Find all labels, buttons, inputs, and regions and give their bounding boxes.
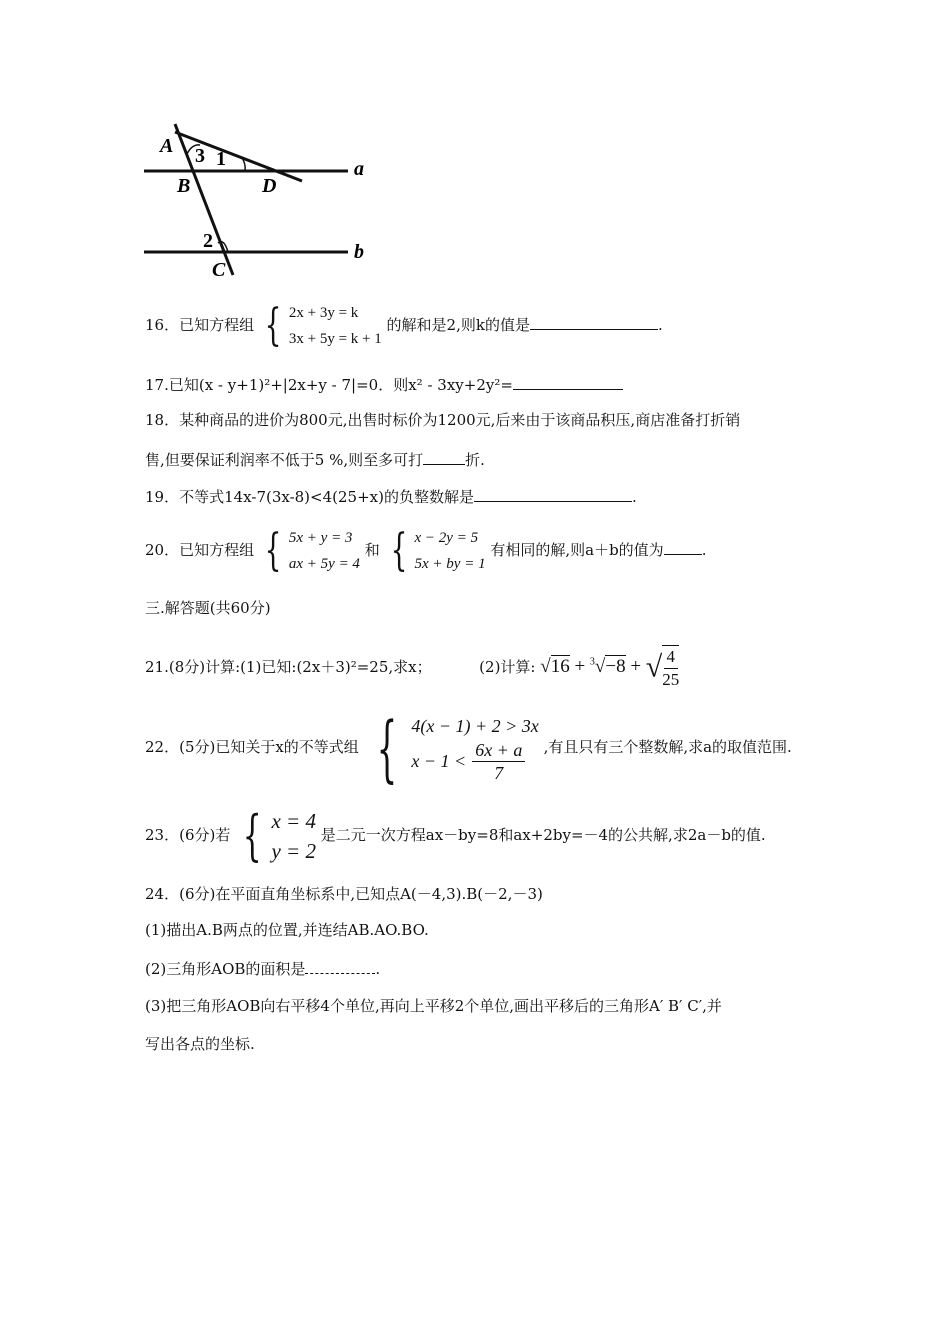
question-20 [145, 525, 706, 577]
left-brace-icon: { [264, 300, 282, 351]
q22-eq2-left: x − 1 < [411, 751, 467, 771]
q16-suffix: 的解和是2,则k的值是 [386, 316, 530, 334]
q16-equation-system [259, 300, 382, 352]
q22-eq2-num: 6x + a [472, 739, 525, 762]
left-brace-icon: { [242, 804, 262, 867]
q20-sys1-eq1: 5x + y = 3 [288, 530, 353, 546]
question-24-stem [145, 884, 543, 904]
q17-text: 17.已知(x - y+1)²+|2x+y - 7|=0．则x² - 3xy+2y²= [145, 376, 513, 394]
q16-answer-blank[interactable] [530, 313, 658, 330]
left-brace-icon: { [390, 525, 407, 576]
label-3: 3 [195, 145, 205, 167]
q23-prefix: 23．(6分)若 [145, 826, 231, 844]
q21-expression [540, 647, 680, 689]
q24-p1: (1)描出A.B两点的位置,并连结AB.AO.BO. [145, 921, 429, 939]
q17-answer-blank[interactable] [513, 373, 623, 390]
label-1: 1 [216, 148, 226, 170]
question-21 [145, 645, 679, 691]
section-3-title [145, 598, 271, 618]
q18-line2a: 售,但要保证利润率不低于5 %,则至多可打 [145, 451, 424, 469]
label-a: a [354, 158, 364, 180]
q18-answer-blank[interactable] [423, 448, 465, 465]
q21-fraction [662, 645, 679, 691]
q20-system-1 [259, 525, 360, 577]
q20-sys2-eq1: x − 2y = 5 [414, 530, 479, 546]
q23-solution-system [235, 806, 316, 866]
q21-cbrt-index: 3 [589, 657, 595, 669]
q19-answer-blank[interactable] [474, 485, 632, 502]
q21-cbrt: −8 [605, 656, 626, 678]
q21-frac-den: 25 [662, 670, 680, 689]
left-brace-icon: { [376, 706, 397, 790]
q24-p3a: (3)把三角形AOB向右平移4个单位,再向上平移2个单位,画出平移后的三角形A′ B′ C′,并 [145, 997, 722, 1015]
q20-answer-blank[interactable] [664, 538, 702, 555]
q24-p3b: 写出各点的坐标. [145, 1035, 255, 1053]
question-16 [145, 300, 663, 352]
q18-line2b: 折. [465, 451, 485, 469]
q22-eq2 [411, 739, 538, 784]
label-D: D [262, 175, 277, 197]
q20-mid: 和 [364, 541, 380, 559]
q23-eq2: y = 2 [271, 839, 316, 863]
q20-end: . [701, 541, 707, 559]
question-18-line2 [145, 448, 485, 470]
q16-prefix: 16．已知方程组 [145, 316, 255, 334]
q21-frac-num: 4 [664, 646, 679, 669]
question-19 [145, 485, 637, 507]
q24-p2-end: . [375, 960, 381, 978]
left-brace-icon: { [264, 525, 282, 576]
q16-eq2: 3x + 5y = k + 1 [288, 331, 382, 347]
question-18-line1 [145, 410, 740, 430]
question-24-part2 [145, 957, 380, 979]
q22-eq1: 4(x − 1) + 2 > 3x [411, 715, 539, 736]
parallel-lines-figure [130, 110, 510, 290]
sqrt-icon: √ [540, 656, 551, 678]
label-A: A [160, 135, 174, 157]
q24-p2: (2)三角形AOB的面积是 [145, 960, 306, 978]
q22-suffix: ,有且只有三个整数解,求a的取值范围. [543, 738, 792, 756]
q21-sqrt1: 16 [550, 656, 570, 678]
q20-prefix: 20．已知方程组 [145, 541, 255, 559]
sqrt-icon: √ [645, 651, 663, 684]
q16-eq1: 2x + 3y = k [288, 305, 359, 321]
q24-area-blank[interactable] [305, 957, 375, 974]
q21-plus1: + [574, 656, 586, 678]
q22-prefix: 22．(5分)已知关于x的不等式组 [145, 738, 359, 756]
question-24-part1 [145, 920, 429, 940]
q24-stem: 24．(6分)在平面直角坐标系中,已知点A(－4,3).B(－2,－3) [145, 885, 543, 903]
q21-plus2: + [630, 656, 642, 678]
q22-inequality-system [364, 706, 539, 790]
question-23 [145, 806, 766, 866]
question-24-part3-cont [145, 1034, 255, 1054]
q16-end: . [657, 316, 663, 334]
label-b: b [354, 241, 364, 263]
q20-suffix: 有相同的解,则a＋b的值为 [490, 541, 664, 559]
label-C: C [212, 259, 226, 281]
q18-line1: 18．某种商品的进价为800元,出售时标价为1200元,后来由于该商品积压,商店准备打折销 [145, 411, 741, 429]
question-17 [145, 373, 623, 395]
q21-part1: 21.(8分)计算:(1)已知:(2x＋3)²=25,求x； [145, 658, 432, 676]
q20-system-2 [385, 525, 486, 577]
label-B: B [177, 175, 191, 197]
q19-text: 19．不等式14x-7(3x-8)<4(25+x)的负整数解是 [145, 488, 474, 506]
cbrt-icon: √ [594, 656, 606, 678]
q20-sys2-eq2: 5x + by = 1 [414, 556, 486, 572]
q20-sys1-eq2: ax + 5y = 4 [288, 556, 360, 572]
label-2: 2 [203, 230, 213, 252]
q23-eq1: x = 4 [271, 809, 316, 833]
q23-suffix: 是二元一次方程ax－by=8和ax+2by=－4的公共解,求2a－b的值. [320, 826, 766, 844]
question-24-part3 [145, 996, 722, 1016]
q19-end: . [631, 488, 637, 506]
section-3-title-text: 三.解答题(共60分) [145, 599, 271, 617]
q22-eq2-den: 7 [494, 762, 504, 783]
q21-part2: (2)计算: [479, 658, 536, 676]
question-22 [145, 706, 792, 790]
